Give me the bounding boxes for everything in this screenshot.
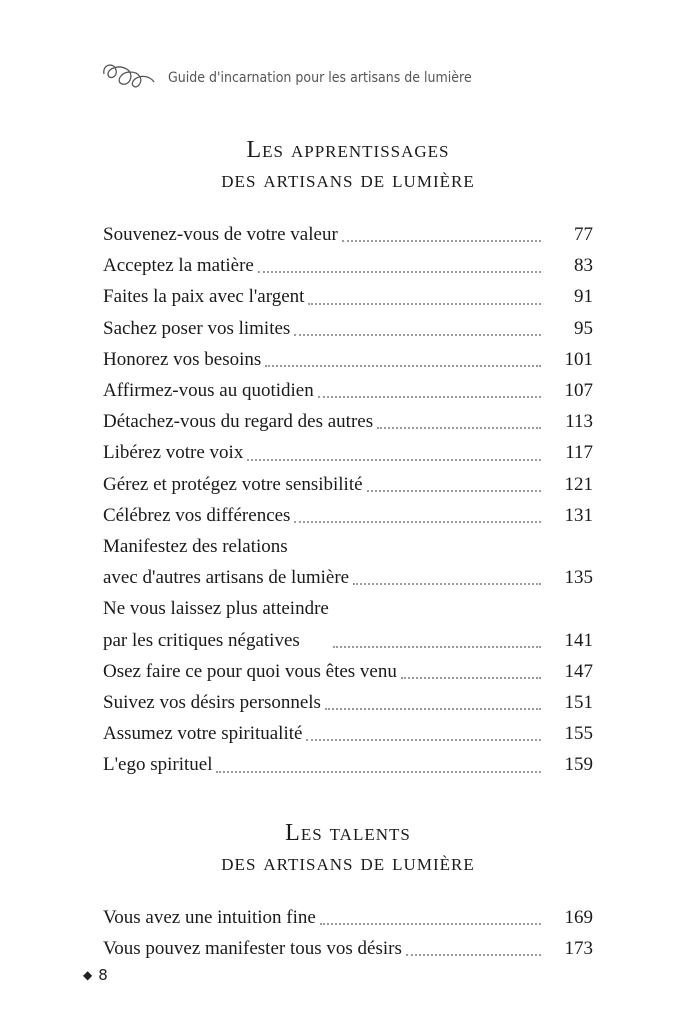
toc-page-number: 77 <box>574 224 593 245</box>
toc-entry-title <box>103 687 321 718</box>
toc-entry-title-line: L'ego spirituel <box>103 754 213 776</box>
toc-page-number: 173 <box>564 938 593 960</box>
toc-entry[interactable] <box>103 531 593 593</box>
toc-entry[interactable] <box>103 687 593 718</box>
toc-entry[interactable] <box>103 313 593 344</box>
toc-page-number: 117 <box>565 442 593 464</box>
toc-entry-title-line: Gérez et protégez votre sensibilité <box>103 473 363 495</box>
dot-leader <box>373 427 551 437</box>
toc-page-number: 141 <box>564 629 593 651</box>
dot-leader <box>261 365 551 375</box>
toc-entry[interactable] <box>103 902 593 933</box>
toc-entry[interactable] <box>103 281 593 312</box>
page-number: 8 <box>98 966 108 984</box>
toc-entry-title <box>103 902 316 933</box>
toc-entry-title-line: Suivez vos désirs personnels <box>103 692 321 714</box>
toc-entry-title-line: avec d'autres artisans de lumière <box>103 567 350 589</box>
running-title: Guide d'incarnation pour les artisans de lumière <box>168 70 472 86</box>
toc-entry-title <box>103 250 254 281</box>
toc-page-number: 131 <box>564 504 593 526</box>
toc-entry-title <box>103 344 261 375</box>
section-title-line1: Les talents <box>285 820 411 846</box>
dot-leader <box>397 677 551 687</box>
toc-entry-title-line: Vous avez une intuition fine <box>103 907 316 928</box>
toc-section-apprentissages <box>103 135 593 781</box>
section-title-line1: Les apprentissages <box>246 137 450 163</box>
toc-entry[interactable] <box>103 593 593 655</box>
toc-entry-title-line: Osez faire ce pour quoi vous êtes venu <box>103 660 397 682</box>
dot-leader <box>290 521 551 531</box>
flourish-ornament-icon <box>100 56 158 92</box>
dot-leader <box>290 334 551 344</box>
toc-entry-title-line: Faites la paix avec l'argent <box>103 286 305 308</box>
toc-entry-title <box>103 531 349 593</box>
toc-entry[interactable] <box>103 500 593 531</box>
dot-leader <box>304 303 551 313</box>
toc-page-number: 83 <box>574 255 593 277</box>
toc-page-number: 121 <box>564 473 593 495</box>
toc-page-number: 95 <box>574 317 593 339</box>
dot-leader <box>349 583 551 593</box>
toc-entry[interactable] <box>103 406 593 437</box>
dot-leader <box>329 646 551 656</box>
toc-entry-title <box>103 933 402 964</box>
toc-page-number: 101 <box>564 348 593 370</box>
toc-entry[interactable] <box>103 469 593 500</box>
toc-entry[interactable] <box>103 250 593 281</box>
toc-entry-title-line: Souvenez-vous de votre valeur <box>103 224 338 245</box>
toc-entry-title-line: Ne vous laissez plus atteindre <box>103 598 329 620</box>
page-footer <box>83 966 108 984</box>
toc-entry[interactable] <box>103 718 593 749</box>
toc-entry-title <box>103 749 212 780</box>
dot-leader <box>254 271 551 281</box>
toc-entry-title <box>103 406 373 437</box>
toc-entry-title-line: Assumez votre spiritualité <box>103 723 303 745</box>
toc-entry-title-line: Célébrez vos différences <box>103 504 291 526</box>
toc-list <box>103 219 593 781</box>
toc-entry-title-line: Sachez poser vos limites <box>103 317 291 339</box>
section-title <box>103 135 593 195</box>
toc-entry-title <box>103 593 329 655</box>
toc-page-number: 107 <box>564 380 593 402</box>
toc-entry[interactable] <box>103 219 593 250</box>
toc-entry-title <box>103 375 314 406</box>
toc-entry-title-line: par les critiques négatives <box>103 629 300 651</box>
dot-leader <box>321 708 551 718</box>
toc-entry[interactable] <box>103 656 593 687</box>
toc-entry-title-line: Libérez votre voix <box>103 442 244 464</box>
toc-entry-title <box>103 437 243 468</box>
toc-entry-title <box>103 219 338 250</box>
toc-page-number: 155 <box>564 723 593 745</box>
dot-leader <box>316 923 551 933</box>
toc-entry[interactable] <box>103 933 593 964</box>
toc-entry-title-line: Manifestez des relations <box>103 536 288 558</box>
section-title-line2: des artisans de lumière <box>221 850 475 876</box>
dot-leader <box>212 771 551 781</box>
toc-page-number: 159 <box>564 754 593 776</box>
toc-entry-title <box>103 281 304 312</box>
toc-page-number: 113 <box>565 411 593 433</box>
toc-page-number: 91 <box>574 286 593 308</box>
toc-page-number: 151 <box>564 692 593 714</box>
dot-leader <box>363 490 551 500</box>
toc-entry-title-line: Détachez-vous du regard des autres <box>103 411 374 433</box>
toc-entry-title <box>103 313 290 344</box>
toc-page-number: 147 <box>564 660 593 682</box>
dot-leader <box>243 459 551 469</box>
toc-entry[interactable] <box>103 749 593 780</box>
toc-entry-title-line: Affirmez-vous au quotidien <box>103 380 314 402</box>
toc-entry-title <box>103 656 397 687</box>
toc-entry-title-line: Acceptez la matière <box>103 255 254 277</box>
toc-entry-title <box>103 500 290 531</box>
toc-entry-title <box>103 469 363 500</box>
dot-leader <box>302 739 551 749</box>
section-title <box>103 818 593 878</box>
dot-leader <box>314 396 551 406</box>
toc-page-number: 169 <box>564 907 593 928</box>
toc-list <box>103 902 593 964</box>
toc-section-talents <box>103 818 593 964</box>
toc-entry[interactable] <box>103 437 593 468</box>
running-head <box>100 56 505 92</box>
toc-entry-title-line: Honorez vos besoins <box>103 348 262 370</box>
section-title-line2: des artisans de lumière <box>221 167 475 193</box>
toc-page-number: 135 <box>564 567 593 589</box>
dot-leader <box>338 240 551 250</box>
diamond-icon: ◆ <box>83 968 93 982</box>
toc-entry-title-line: Vous pouvez manifester tous vos désirs <box>103 938 402 960</box>
toc-entry-title <box>103 718 302 749</box>
toc-entry[interactable] <box>103 344 593 375</box>
toc-entry[interactable] <box>103 375 593 406</box>
dot-leader <box>402 954 551 964</box>
